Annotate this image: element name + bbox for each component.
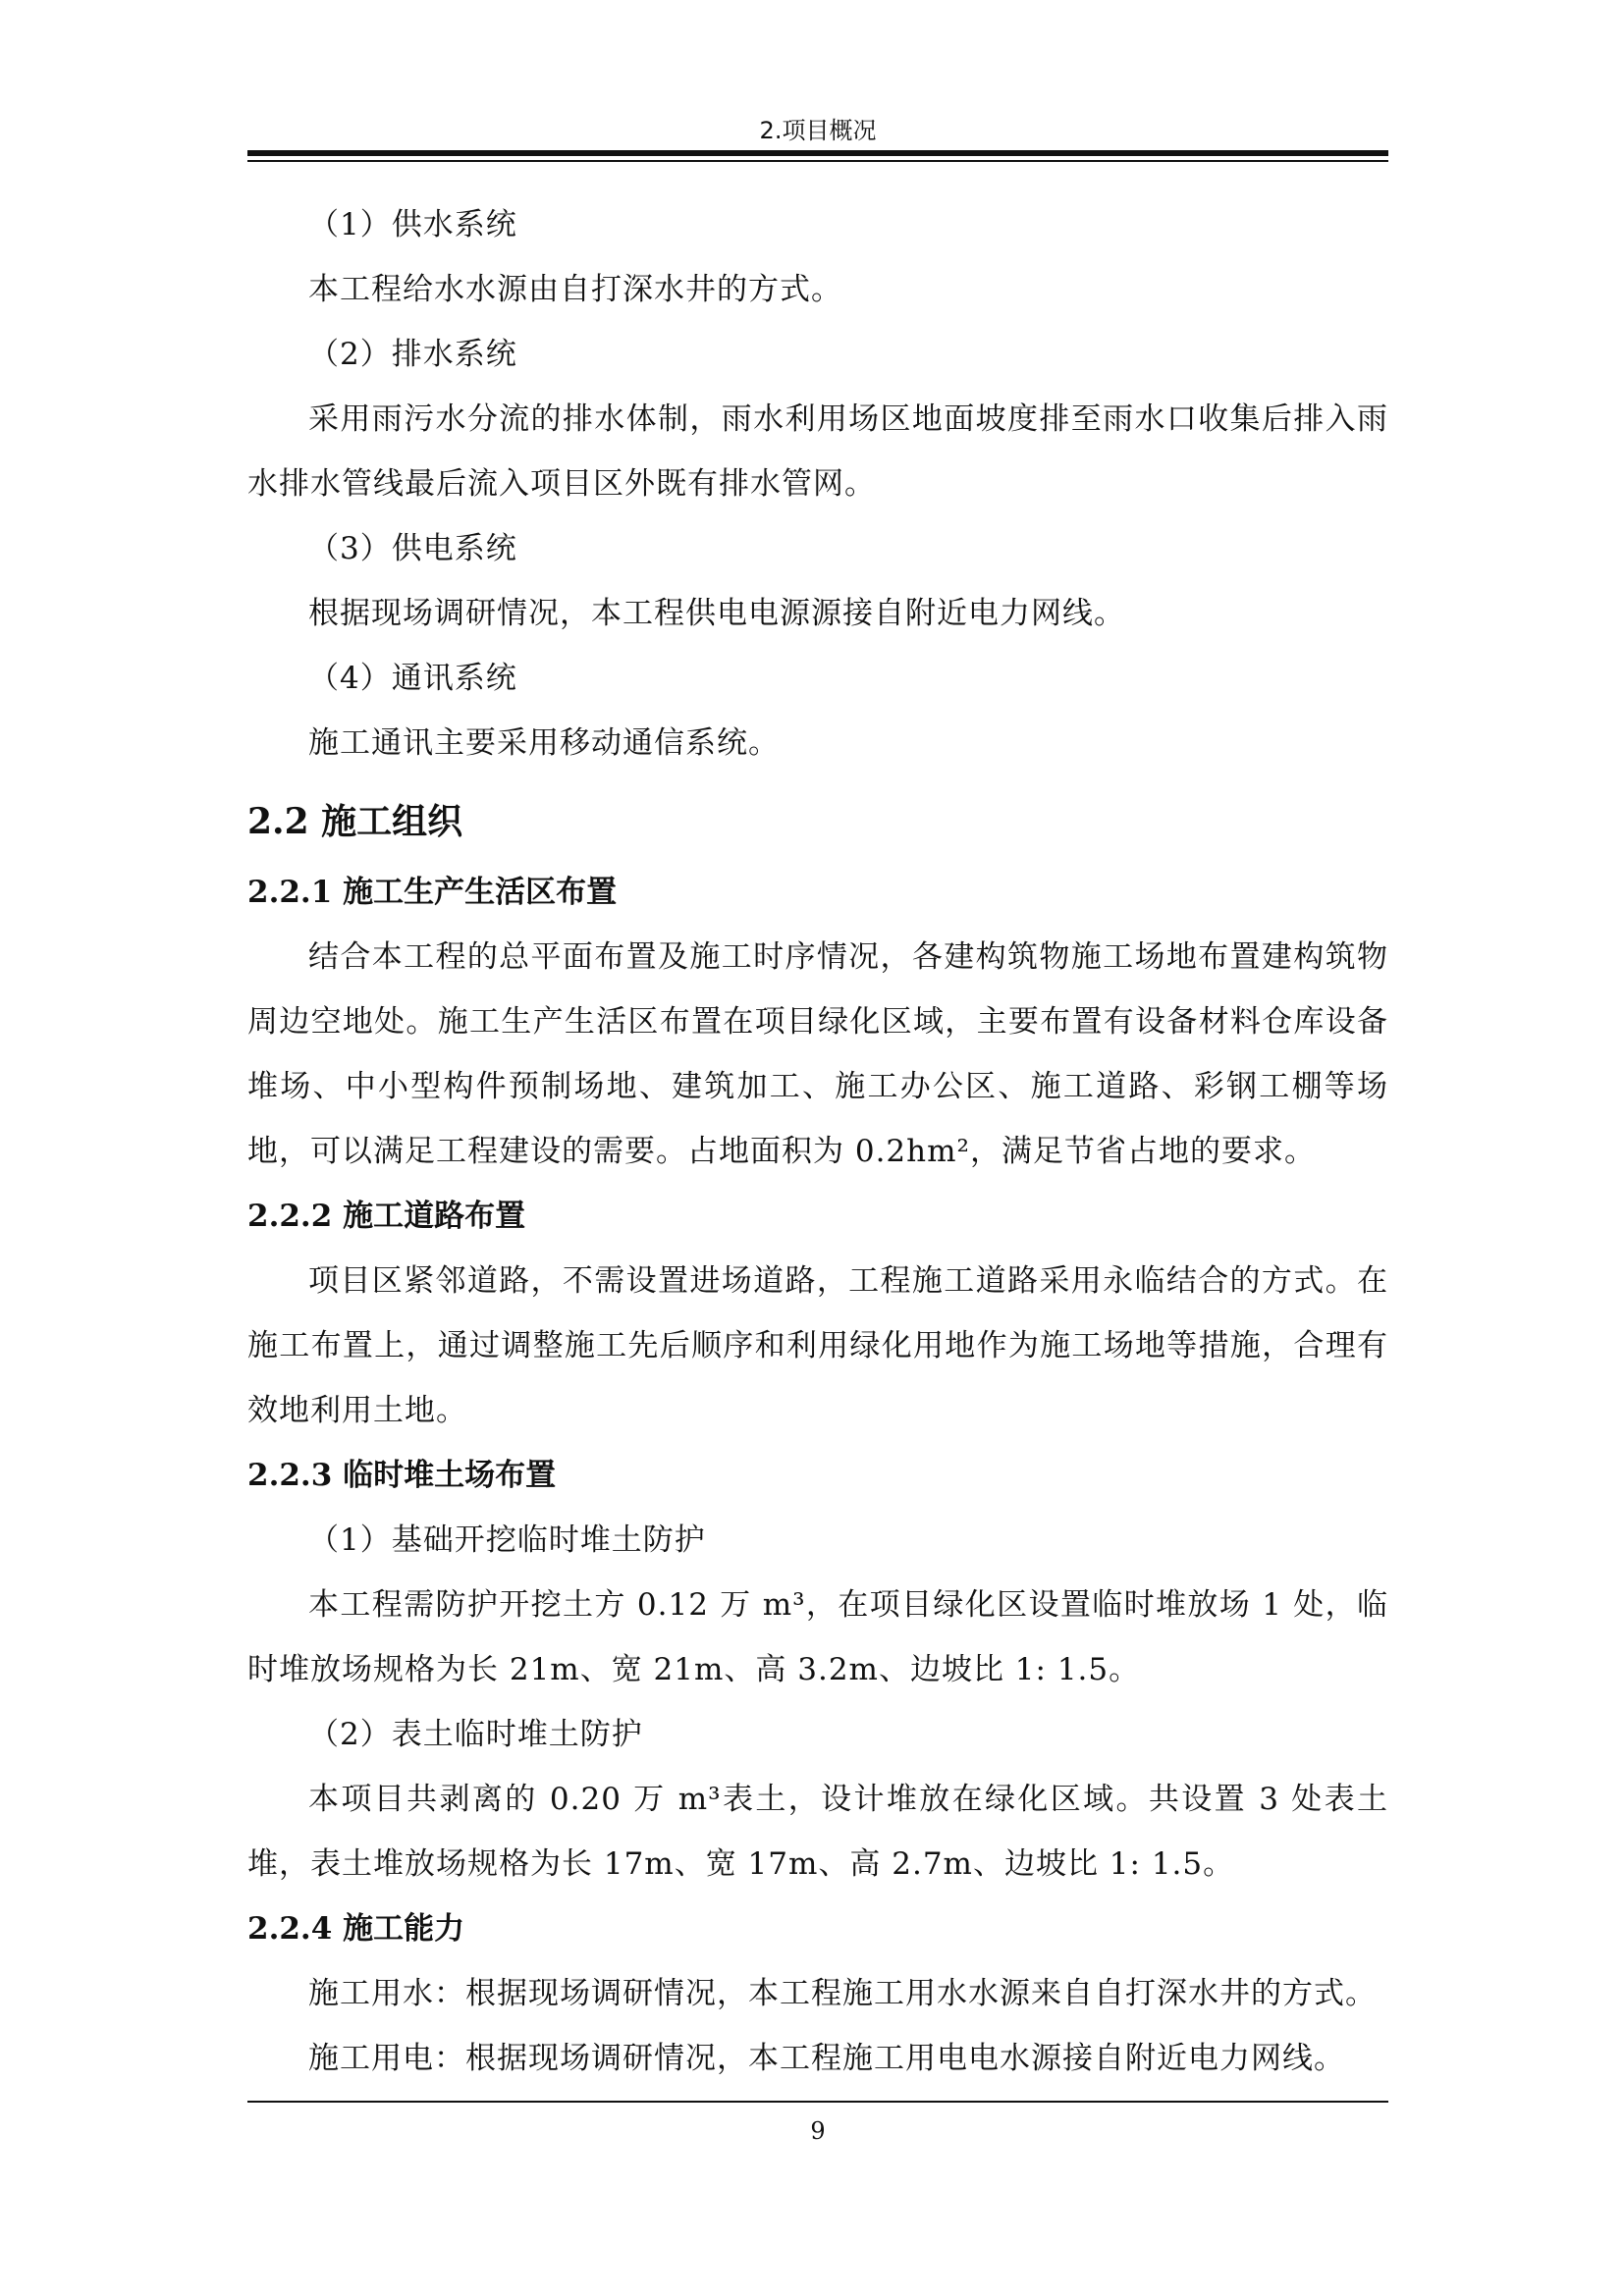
paragraph-roads: 项目区紧邻道路，不需设置进场道路，工程施工道路采用永临结合的方式。在施工布置上，通过调整施工先后顺序和利用绿化用地作为施工场地等措施，合理有效地利用土地。 xyxy=(247,1263,1388,1428)
list-item-excavation-protection: （1）基础开挖临时堆土防护 xyxy=(308,1522,706,1558)
header-rule-thick xyxy=(247,150,1388,156)
paragraph-construction-power: 施工用电：根据现场调研情况，本工程施工用电电水源接自附近电力网线。 xyxy=(308,2041,1345,2076)
page-number: 9 xyxy=(810,2117,826,2145)
subsection-heading-stockpile: 2.2.3 临时堆土场布置 xyxy=(247,1458,557,1493)
paragraph-drainage: 采用雨污水分流的排水体制，雨水利用场区地面坡度排至雨水口收集后排入雨水排水管线最后流入项目区外既有排水管网。 xyxy=(247,401,1388,502)
paragraph-communication: 施工通讯主要采用移动通信系统。 xyxy=(308,725,780,761)
list-item-power-supply: （3）供电系统 xyxy=(308,531,517,566)
paragraph-living-area: 结合本工程的总平面布置及施工时序情况，各建构筑物施工场地布置建构筑物周边空地处。施工生产生活区布置在项目绿化区域，主要布置有设备材料仓库设备堆场、中小型构件预制场地、建筑加工、施工办公区、施工道路、彩钢工棚等场地，可以满足工程建设的需要。占地面积为 0.2hm²，满足节省占地的要求。 xyxy=(247,939,1388,1169)
document-body xyxy=(247,192,1388,2091)
subsection-heading-living-area: 2.2.1 施工生产生活区布置 xyxy=(247,875,618,910)
paragraph-construction-water: 施工用水：根据现场调研情况，本工程施工用水水源来自自打深水井的方式。 xyxy=(308,1976,1377,2011)
list-item-drainage: （2）排水系统 xyxy=(308,337,517,372)
paragraph-power-supply: 根据现场调研情况，本工程供电电源源接自附近电力网线。 xyxy=(308,596,1125,631)
running-header: 2.项目概况 xyxy=(759,117,877,144)
paragraph-topsoil-protection: 本项目共剥离的 0.20 万 m³表土，设计堆放在绿化区域。共设置 3 处表土堆，表土堆放场规格为长 17m、宽 17m、高 2.7m、边坡比 1: 1.5。 xyxy=(247,1782,1388,1882)
subsection-heading-roads: 2.2.2 施工道路布置 xyxy=(247,1199,526,1234)
section-heading-construction-organization: 2.2 施工组织 xyxy=(247,801,463,842)
list-item-topsoil-protection: （2）表土临时堆土防护 xyxy=(308,1717,643,1752)
header-rule-thin xyxy=(247,160,1388,162)
footer-rule xyxy=(247,2101,1388,2103)
list-item-water-supply: （1）供水系统 xyxy=(308,207,517,242)
subsection-heading-capacity: 2.2.4 施工能力 xyxy=(247,1911,465,1947)
list-item-communication: （4）通讯系统 xyxy=(308,661,517,696)
paragraph-excavation-protection: 本工程需防护开挖土方 0.12 万 m³，在项目绿化区设置临时堆放场 1 处，临时堆放场规格为长 21m、宽 21m、高 3.2m、边坡比 1: 1.5。 xyxy=(247,1587,1388,1687)
paragraph-water-supply: 本工程给水水源由自打深水井的方式。 xyxy=(308,272,842,307)
